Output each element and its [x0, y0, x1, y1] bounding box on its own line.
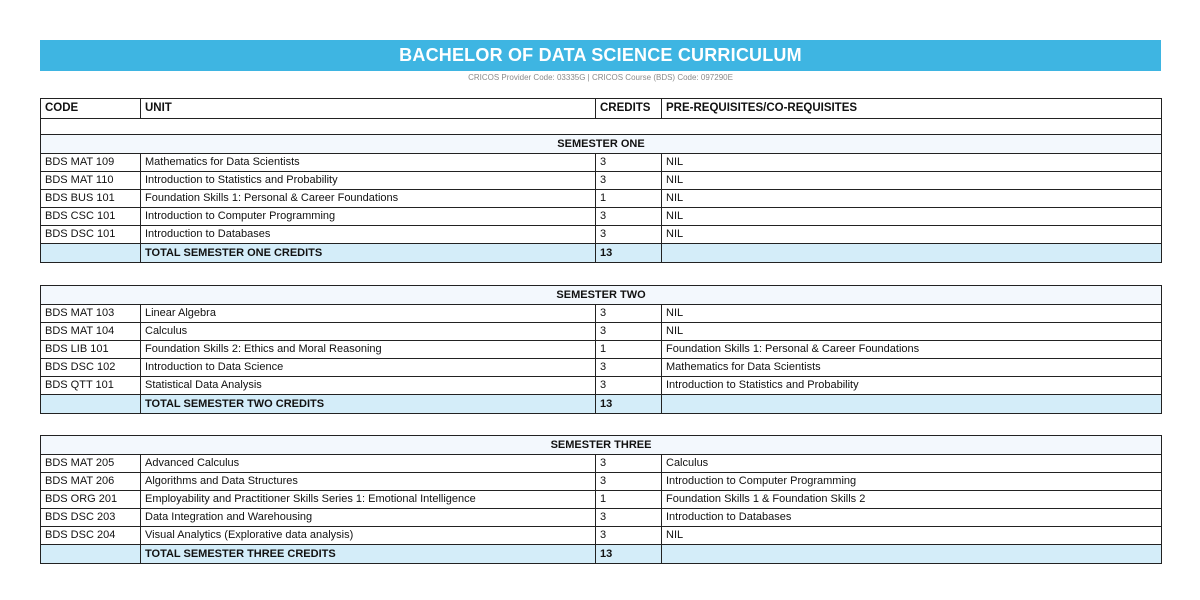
table-header-row [41, 99, 1162, 119]
unit-name: Advanced Calculus [141, 455, 596, 473]
unit-code: BDS MAT 206 [41, 473, 141, 491]
unit-prereq: NIL [662, 154, 1162, 172]
total-credits-row [41, 244, 1162, 263]
unit-name: Mathematics for Data Scientists [141, 154, 596, 172]
unit-name: Introduction to Statistics and Probability [141, 172, 596, 190]
unit-prereq: Introduction to Computer Programming [662, 473, 1162, 491]
semester-heading-row [41, 436, 1162, 455]
unit-name: Introduction to Data Science [141, 359, 596, 377]
unit-code: BDS MAT 104 [41, 323, 141, 341]
unit-prereq: NIL [662, 226, 1162, 244]
table-row [41, 305, 1162, 323]
unit-code: BDS DSC 204 [41, 527, 141, 545]
unit-prereq: Foundation Skills 1 & Foundation Skills 2 [662, 491, 1162, 509]
header-code: CODE [41, 99, 141, 119]
unit-credits: 3 [596, 208, 662, 226]
unit-credits: 3 [596, 473, 662, 491]
unit-credits: 3 [596, 455, 662, 473]
table-row [41, 208, 1162, 226]
unit-name: Foundation Skills 2: Ethics and Moral Reasoning [141, 341, 596, 359]
total-credits: 13 [596, 545, 662, 564]
total-credits: 13 [596, 395, 662, 414]
unit-code: BDS DSC 101 [41, 226, 141, 244]
unit-prereq: NIL [662, 172, 1162, 190]
table-row [41, 359, 1162, 377]
cricos-codes: CRICOS Provider Code: 03335G | CRICOS Course (BDS) Code: 097290E [468, 73, 733, 82]
semester-two-table [40, 285, 1162, 414]
total-credits-row [41, 395, 1162, 414]
unit-credits: 1 [596, 341, 662, 359]
total-label: TOTAL SEMESTER TWO CREDITS [141, 395, 596, 414]
unit-code: BDS DSC 102 [41, 359, 141, 377]
header-unit: UNIT [141, 99, 596, 119]
unit-name: Foundation Skills 1: Personal & Career Foundations [141, 190, 596, 208]
total-credits: 13 [596, 244, 662, 263]
unit-name: Statistical Data Analysis [141, 377, 596, 395]
total-label: TOTAL SEMESTER THREE CREDITS [141, 545, 596, 564]
table-row [41, 172, 1162, 190]
unit-credits: 3 [596, 226, 662, 244]
unit-prereq: Introduction to Databases [662, 509, 1162, 527]
table-row [41, 341, 1162, 359]
unit-credits: 3 [596, 509, 662, 527]
table-row [41, 323, 1162, 341]
unit-code: BDS MAT 103 [41, 305, 141, 323]
unit-prereq: Mathematics for Data Scientists [662, 359, 1162, 377]
semester-heading: SEMESTER ONE [41, 135, 1162, 154]
unit-code: BDS DSC 203 [41, 509, 141, 527]
unit-name: Data Integration and Warehousing [141, 509, 596, 527]
unit-credits: 3 [596, 377, 662, 395]
unit-name: Calculus [141, 323, 596, 341]
unit-name: Introduction to Computer Programming [141, 208, 596, 226]
unit-prereq: Calculus [662, 455, 1162, 473]
unit-code: BDS MAT 109 [41, 154, 141, 172]
unit-name: Introduction to Databases [141, 226, 596, 244]
table-row [41, 491, 1162, 509]
semester-heading-row [41, 286, 1162, 305]
unit-code: BDS CSC 101 [41, 208, 141, 226]
unit-prereq: NIL [662, 208, 1162, 226]
unit-prereq: NIL [662, 527, 1162, 545]
header-credits: CREDITS [596, 99, 662, 119]
unit-credits: 1 [596, 190, 662, 208]
unit-code: BDS MAT 205 [41, 455, 141, 473]
table-row [41, 509, 1162, 527]
total-label: TOTAL SEMESTER ONE CREDITS [141, 244, 596, 263]
unit-name: Employability and Practitioner Skills Series 1: Emotional Intelligence [141, 491, 596, 509]
unit-name: Algorithms and Data Structures [141, 473, 596, 491]
unit-credits: 3 [596, 172, 662, 190]
table-row [41, 455, 1162, 473]
table-row [41, 154, 1162, 172]
unit-code: BDS BUS 101 [41, 190, 141, 208]
unit-name: Visual Analytics (Explorative data analysis) [141, 527, 596, 545]
semester-three-table [40, 435, 1162, 564]
unit-code: BDS ORG 201 [41, 491, 141, 509]
table-row [41, 473, 1162, 491]
semester-heading: SEMESTER TWO [41, 286, 1162, 305]
spacer-row [41, 119, 1162, 135]
table-row [41, 190, 1162, 208]
table-row [41, 527, 1162, 545]
unit-credits: 1 [596, 491, 662, 509]
unit-prereq: NIL [662, 323, 1162, 341]
unit-prereq: Foundation Skills 1: Personal & Career Foundations [662, 341, 1162, 359]
table-row [41, 226, 1162, 244]
unit-code: BDS LIB 101 [41, 341, 141, 359]
unit-name: Linear Algebra [141, 305, 596, 323]
unit-prereq: Introduction to Statistics and Probability [662, 377, 1162, 395]
unit-credits: 3 [596, 359, 662, 377]
page-title: BACHELOR OF DATA SCIENCE CURRICULUM [40, 40, 1161, 71]
semester-one-table [40, 98, 1162, 263]
semester-heading: SEMESTER THREE [41, 436, 1162, 455]
unit-code: BDS MAT 110 [41, 172, 141, 190]
unit-credits: 3 [596, 527, 662, 545]
unit-prereq: NIL [662, 190, 1162, 208]
unit-credits: 3 [596, 154, 662, 172]
unit-credits: 3 [596, 323, 662, 341]
header-prereq: PRE-REQUISITES/CO-REQUISITES [662, 99, 1162, 119]
semester-heading-row [41, 135, 1162, 154]
unit-prereq: NIL [662, 305, 1162, 323]
unit-code: BDS QTT 101 [41, 377, 141, 395]
unit-credits: 3 [596, 305, 662, 323]
table-row [41, 377, 1162, 395]
total-credits-row [41, 545, 1162, 564]
